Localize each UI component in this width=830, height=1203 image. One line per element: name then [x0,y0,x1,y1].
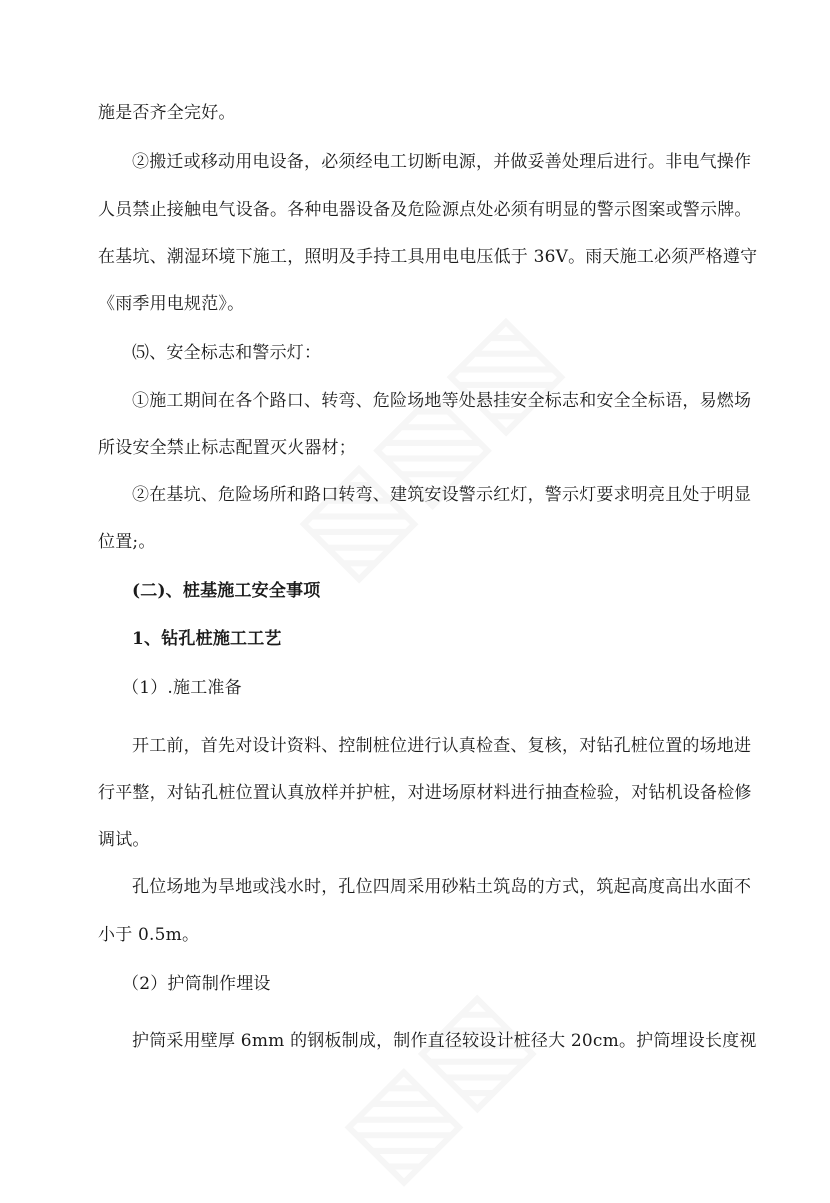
watermark [315,965,552,1202]
body-text-line: 孔位场地为旱地或浅水时，孔位四周采用砂粘土筑岛的方式，筑起高度高出水面不 [132,877,752,897]
body-text-line: 施是否齐全完好。 [98,103,236,123]
body-text-line: 《雨季用电规范》。 [98,294,245,314]
body-text-line: 所设安全禁止标志配置灭火器材； [98,438,356,458]
section-heading: (二)、桩基施工安全事项 [132,581,321,601]
body-text-line: 护筒采用壁厚 6mm 的钢板制成，制作直径较设计桩径大 20cm。护筒埋设长度视 [132,1031,757,1051]
subsection-heading: （1）.施工准备 [122,678,242,698]
body-text-line: 小于 0.5m。 [98,925,200,945]
body-text-line: 开工前，首先对设计资料、控制桩位进行认真检查、复核，对钻孔桩位置的场地进 [132,736,752,756]
body-text-line: ②在基坑、危险场所和路口转弯、建筑安设警示红灯，警示灯要求明亮且处于明显 [132,485,752,505]
body-text-line: ②搬迁或移动用电设备，必须经电工切断电源，并做妥善处理后进行。非电气操作 [132,152,752,172]
body-text-line: 在基坑、潮湿环境下施工，照明及手持工具用电电压低于 36V。雨天施工必须严格遵守 [98,247,758,267]
subsection-heading: 1、钻孔桩施工工艺 [132,629,282,649]
section-heading: ⑸、安全标志和警示灯： [132,343,322,363]
body-text-line: 调试。 [98,830,150,850]
body-text-line: 人员禁止接触电气设备。各种电器设备及危险源点处必须有明显的警示图案或警示牌。 [98,200,752,220]
subsection-heading: （2）护筒制作埋设 [122,974,271,994]
body-text-line: 行平整，对钻孔桩位置认真放样并护桩，对进场原材料进行抽查检验，对钻机设备检修 [98,783,752,803]
body-text-line: ①施工期间在各个路口、转弯、危险场地等处悬挂安全标志和安全全标语，易燃场 [132,391,752,411]
body-text-line: 位置;。 [98,532,156,552]
